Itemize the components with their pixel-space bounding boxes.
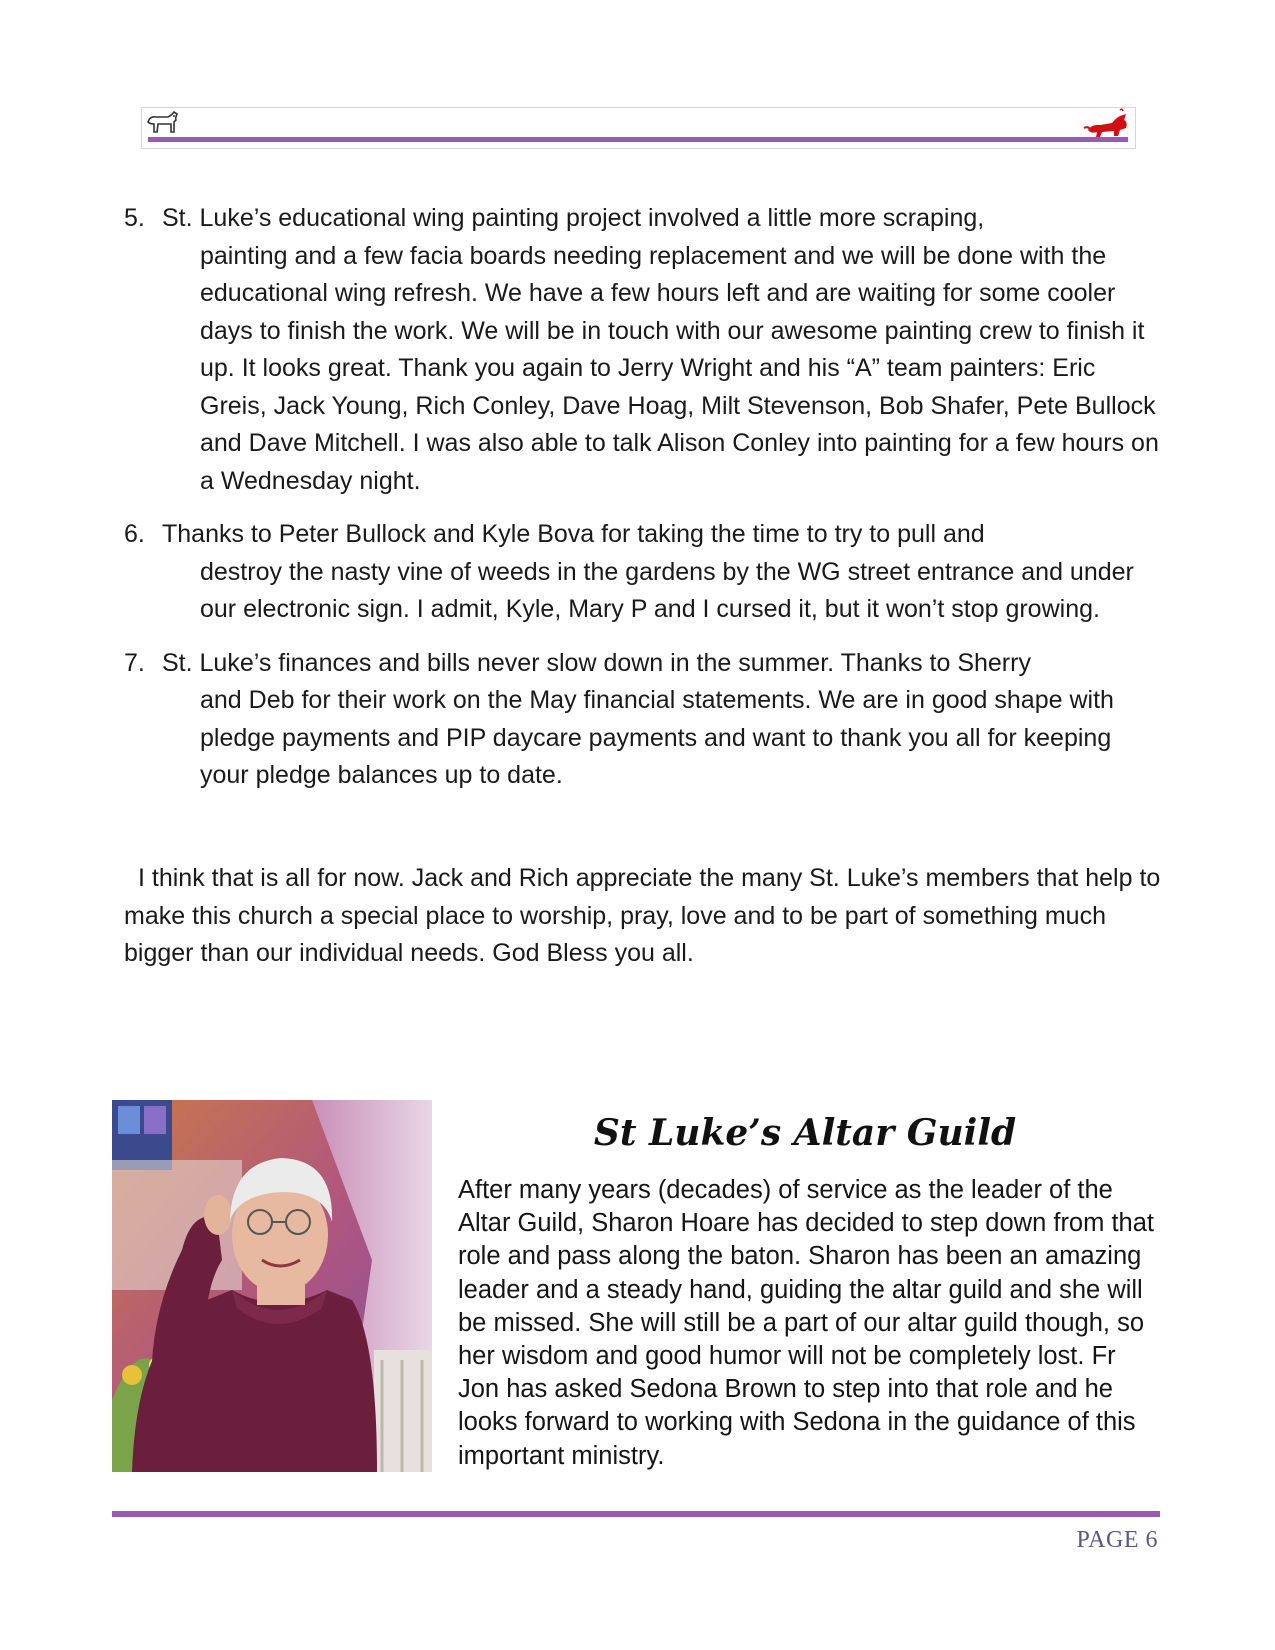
- list-item-text: and Deb for their work on the May financial statements. We are in good shape with pledge payments and PIP daycare payments and want to thank you all for keeping your pledge balances up to date.: [200, 686, 1114, 789]
- section-title: St Luke’s Altar Guild: [593, 1112, 1017, 1154]
- portrait-photo: [112, 1100, 432, 1472]
- list-item-first-line: St. Luke’s educational wing painting project involved a little more scraping,: [162, 204, 985, 232]
- list-number: 7.: [124, 648, 145, 677]
- list-item: [124, 645, 1164, 795]
- header-rule: [148, 137, 1128, 142]
- section-body: After many years (decades) of service as the leader of the Altar Guild, Sharon Hoare has decided to step down from that role and pass along the baton. Sharon has been an amazing leader and a steady hand, guiding the altar guild and she will be missed. She will still be a part of our altar guild though, so her wisdom and good humor will not be completely lost. Fr Jon has asked Sedona Brown to step into that role and he looks forward to working with Sedona in the guidance of this important ministry.: [458, 1176, 1154, 1470]
- dog-logo-icon: [144, 108, 180, 138]
- closing-paragraph: I think that is all for now. Jack and Rich appreciate the many St. Luke’s members that help to make this church a special place to worship, pray, love and to be part of something much bigger than our individual needs. God Bless you all.: [124, 864, 1161, 967]
- list-item: [124, 200, 1164, 500]
- numbered-list: [124, 200, 1164, 811]
- footer-rule: [112, 1511, 1160, 1517]
- list-item-text: painting and a few facia boards needing replacement and we will be done with the educational wing refresh. We have a few hours left and are waiting for some cooler days to finish the work. We will be in touch with our awesome painting crew to finish it up. It looks great. Thank you again to Jerry Wright and his “A” team painters: Eric Greis, Jack Young, Rich Conley, Dave Hoag, Milt Stevenson, Bob Shafer, Pete Bullock and Dave Mitchell. I was also able to talk Alison Conley into painting for a few hours on a Wednesday night.: [200, 241, 1159, 495]
- list-number: 6.: [124, 520, 145, 548]
- page-number: PAGE 6: [1076, 1527, 1158, 1553]
- list-item: [124, 516, 1164, 629]
- red-lion-icon: [1082, 108, 1130, 140]
- list-item-first-line: St. Luke’s finances and bills never slow down in the summer. Thanks to Sherry: [162, 648, 1031, 677]
- list-number: 5.: [124, 204, 145, 232]
- header-band: [141, 107, 1136, 149]
- list-item-first-line: Thanks to Peter Bullock and Kyle Bova for taking the time to try to pull and: [162, 520, 985, 548]
- list-item-text: destroy the nasty vine of weeds in the gardens by the WG street entrance and under our electronic sign. I admit, Kyle, Mary P and I cursed it, but it won’t stop growing.: [200, 557, 1134, 623]
